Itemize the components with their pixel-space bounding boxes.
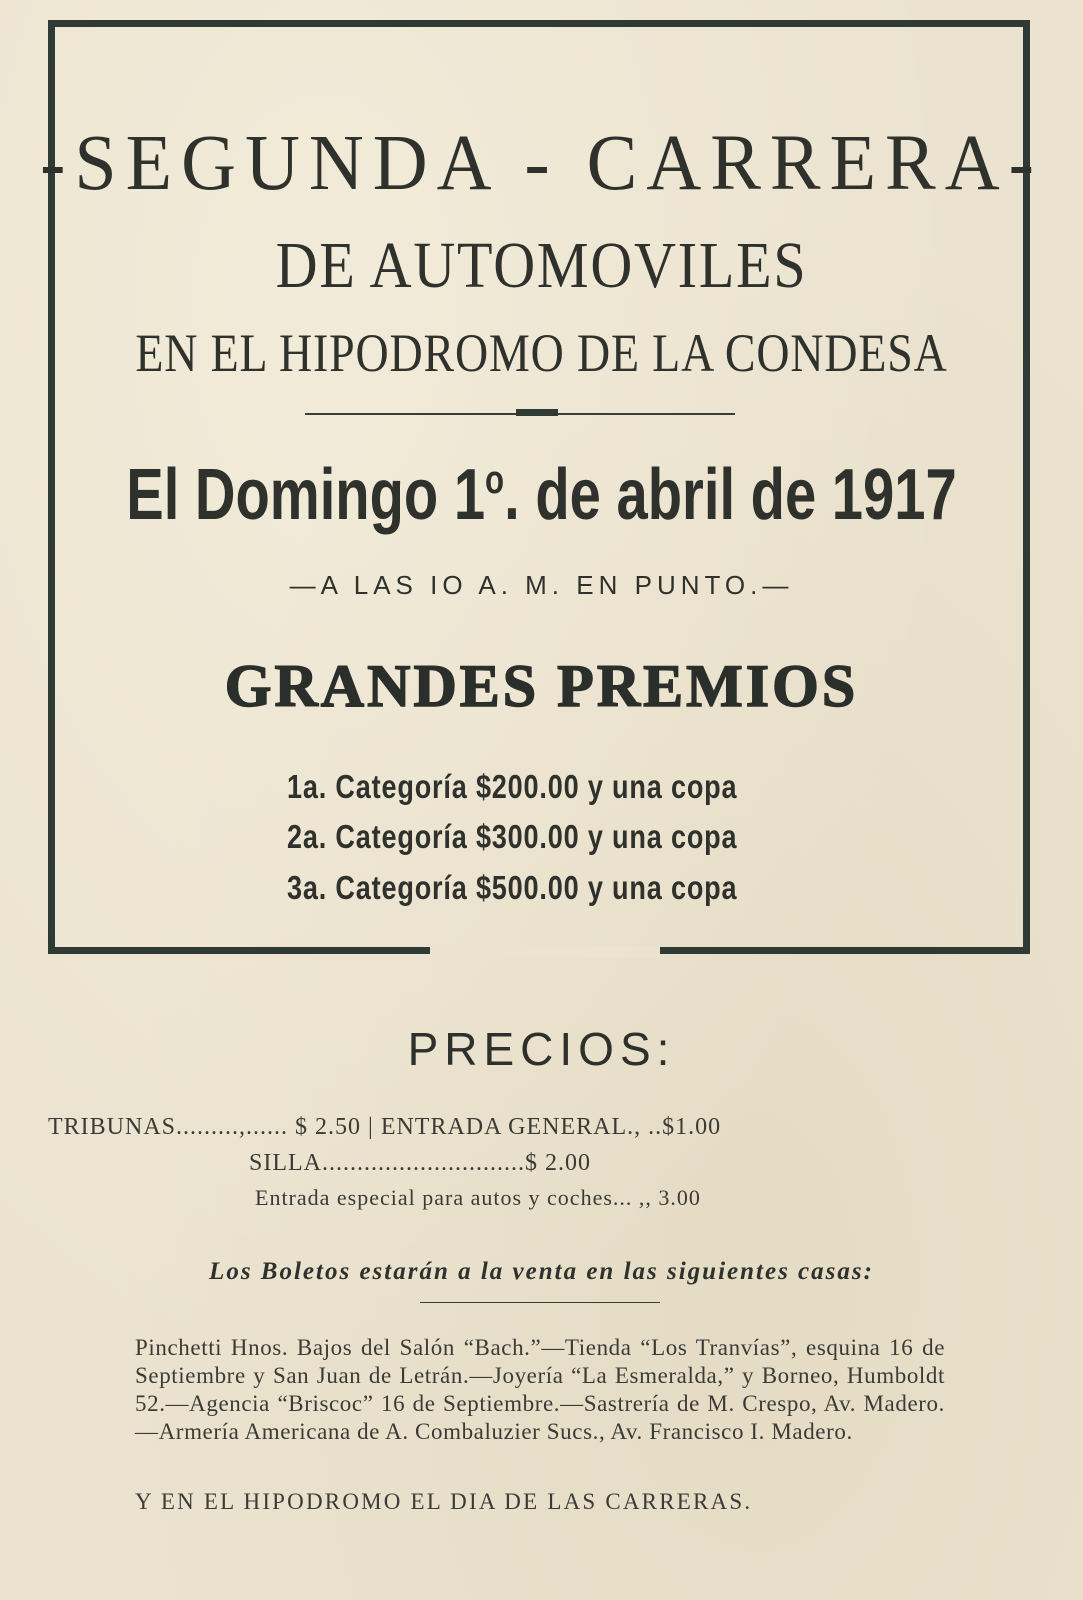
premios-heading: GRANDES PREMIOS — [224, 653, 859, 719]
price-tribunas-general: TRIBUNAS.........,...... $ 2.50 | ENTRADA GENERAL., ..$1.00 — [48, 1114, 722, 1140]
price-silla: SILLA.............................$ 2.00 — [249, 1150, 591, 1176]
date-superscript: o — [485, 458, 505, 502]
race-subtitle: DE AUTOMOVILES — [275, 229, 808, 302]
tickets-rule — [420, 1302, 660, 1303]
race-venue: EN EL HIPODROMO DE LA CONDESA — [135, 323, 948, 383]
tickets-heading: Los Boletos estarán a la venta en las siguientes casas: — [209, 1258, 874, 1285]
date-prefix: El Domingo 1 — [126, 455, 486, 535]
divider-ornament — [516, 409, 558, 416]
prize-category-3: 3a. Categoría $500.00 y una copa — [287, 869, 738, 906]
date-suffix: . de abril de 1917 — [504, 455, 957, 535]
frame-bottom-gap — [430, 946, 660, 958]
price-special-entry: Entrada especial para autos y coches... ,, 3.00 — [255, 1185, 701, 1210]
ticket-outlets-final: Y EN EL HIPODROMO EL DIA DE LAS CARRERAS. — [135, 1489, 753, 1514]
prize-category-1: 1a. Categoría $200.00 y una copa — [287, 768, 738, 805]
prices-heading: PRECIOS: — [407, 1023, 676, 1075]
race-time: —A LAS IO A. M. EN PUNTO.— — [289, 570, 794, 600]
race-date — [119, 454, 964, 536]
race-title: -SEGUNDA - CARRERA- — [40, 118, 1043, 208]
prize-category-2: 2a. Categoría $300.00 y una copa — [287, 818, 738, 855]
ticket-outlets: Pinchetti Hnos. Bajos del Salón “Bach.”—Tienda “Los Tranvías”, esquina 16 de Septiembre y San Juan de Letrán.—Joyería “La Esmeralda,” y Borneo, Humboldt 52.—Agencia “Briscoc” 16 de Septiembre.—Sastrería de M. Crespo, Av. Madero.—Armería Americana de A. Combaluzier Sucs., Av. Francisco I. Madero. — [135, 1335, 945, 1444]
